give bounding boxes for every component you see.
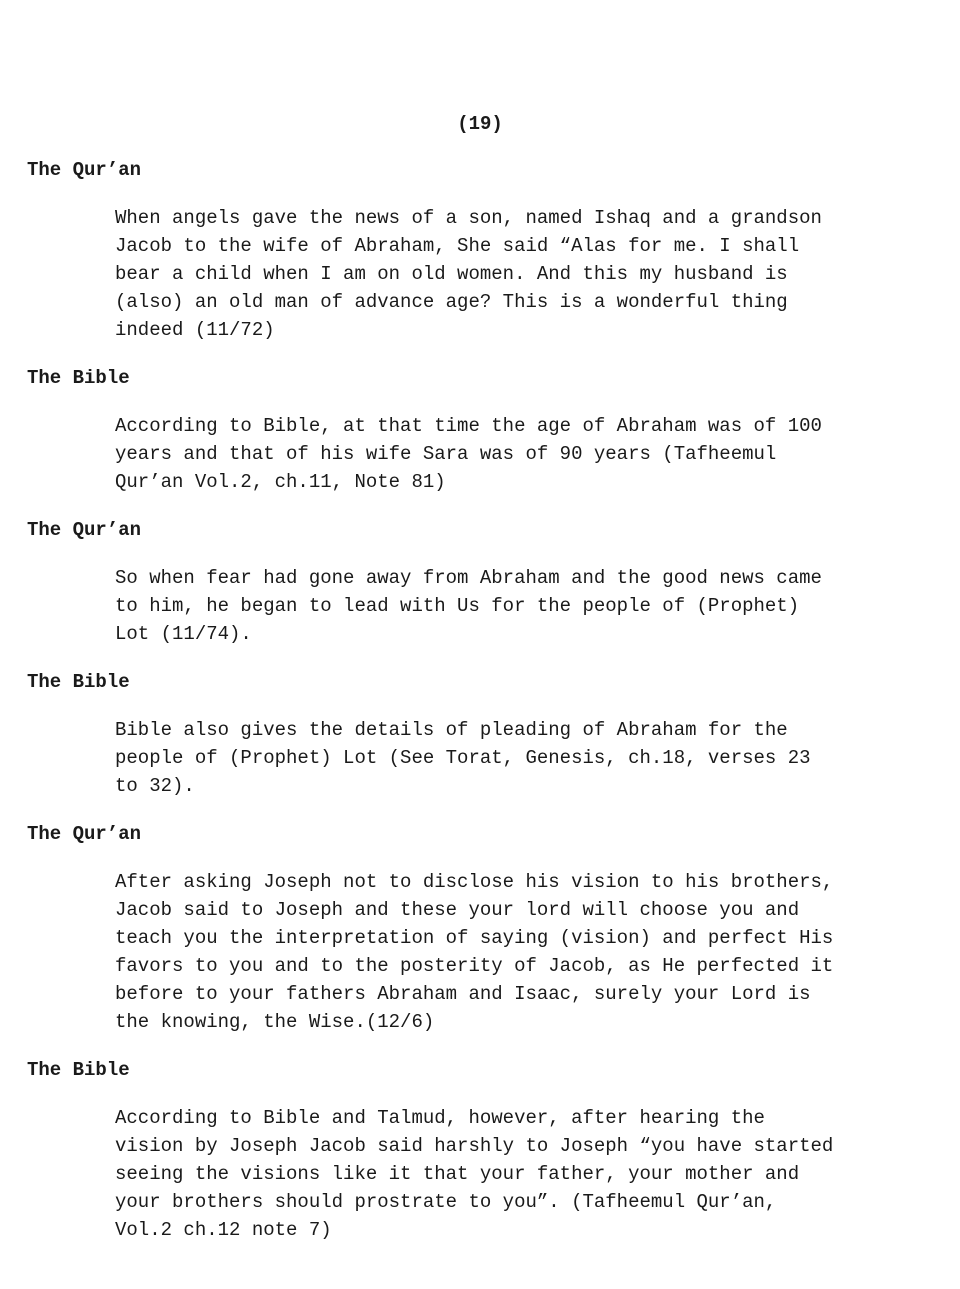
section-bible-2 — [0, 670, 960, 822]
document-body — [0, 158, 960, 1244]
paragraph-line: According to Bible, at that time the age of Abraham was of 100 — [115, 415, 822, 437]
paragraph-line: When angels gave the news of a son, named Ishaq and a grandson — [115, 207, 822, 229]
paragraph-line: Qur’an Vol.2, ch.11, Note 81) — [115, 471, 446, 493]
paragraph-line: vision by Joseph Jacob said harshly to Joseph “you have started — [115, 1135, 834, 1157]
section-paragraph — [115, 204, 935, 344]
paragraph-line: So when fear had gone away from Abraham and the good news came — [115, 567, 822, 589]
paragraph-line: Vol.2 ch.12 note 7) — [115, 1219, 332, 1241]
paragraph-line: Lot (11/74). — [115, 623, 252, 645]
section-paragraph — [115, 868, 935, 1036]
section-quran-2 — [0, 518, 960, 670]
paragraph-line: indeed (11/72) — [115, 319, 275, 341]
section-heading: The Qur’an — [27, 823, 142, 845]
section-heading: The Bible — [27, 671, 130, 693]
paragraph-line: seeing the visions like it that your father, your mother and — [115, 1163, 800, 1185]
paragraph-line: teach you the interpretation of saying (vision) and perfect His — [115, 927, 834, 949]
section-quran-3 — [0, 822, 960, 1058]
paragraph-line: to 32). — [115, 775, 195, 797]
section-quran-1 — [0, 158, 960, 366]
paragraph-line: people of (Prophet) Lot (See Torat, Genesis, ch.18, verses 23 — [115, 747, 811, 769]
paragraph-line: before to your fathers Abraham and Isaac, surely your Lord is — [115, 983, 811, 1005]
paragraph-line: years and that of his wife Sara was of 90 years (Tafheemul — [115, 443, 777, 465]
section-heading: The Bible — [27, 367, 130, 389]
section-paragraph — [115, 564, 935, 648]
section-heading: The Qur’an — [27, 159, 142, 181]
paragraph-line: (also) an old man of advance age? This is a wonderful thing — [115, 291, 788, 313]
section-paragraph — [115, 412, 935, 496]
paragraph-line: Jacob said to Joseph and these your lord will choose you and — [115, 899, 800, 921]
paragraph-line: the knowing, the Wise.(12/6) — [115, 1011, 435, 1033]
paragraph-line: According to Bible and Talmud, however, after hearing the — [115, 1107, 765, 1129]
section-paragraph — [115, 716, 935, 800]
paragraph-line: bear a child when I am on old women. And this my husband is — [115, 263, 788, 285]
section-paragraph — [115, 1104, 935, 1244]
section-bible-3 — [0, 1058, 960, 1244]
paragraph-line: After asking Joseph not to disclose his vision to his brothers, — [115, 871, 834, 893]
section-bible-1 — [0, 366, 960, 518]
paragraph-line: favors to you and to the posterity of Jacob, as He perfected it — [115, 955, 834, 977]
section-heading: The Qur’an — [27, 519, 142, 541]
paragraph-line: to him, he began to lead with Us for the people of (Prophet) — [115, 595, 800, 617]
section-heading: The Bible — [27, 1059, 130, 1081]
page-number: (19) — [457, 113, 503, 135]
paragraph-line: Bible also gives the details of pleading of Abraham for the — [115, 719, 788, 741]
paragraph-line: your brothers should prostrate to you”. (Tafheemul Qur’an, — [115, 1191, 777, 1213]
paragraph-line: Jacob to the wife of Abraham, She said “Alas for me. I shall — [115, 235, 800, 257]
